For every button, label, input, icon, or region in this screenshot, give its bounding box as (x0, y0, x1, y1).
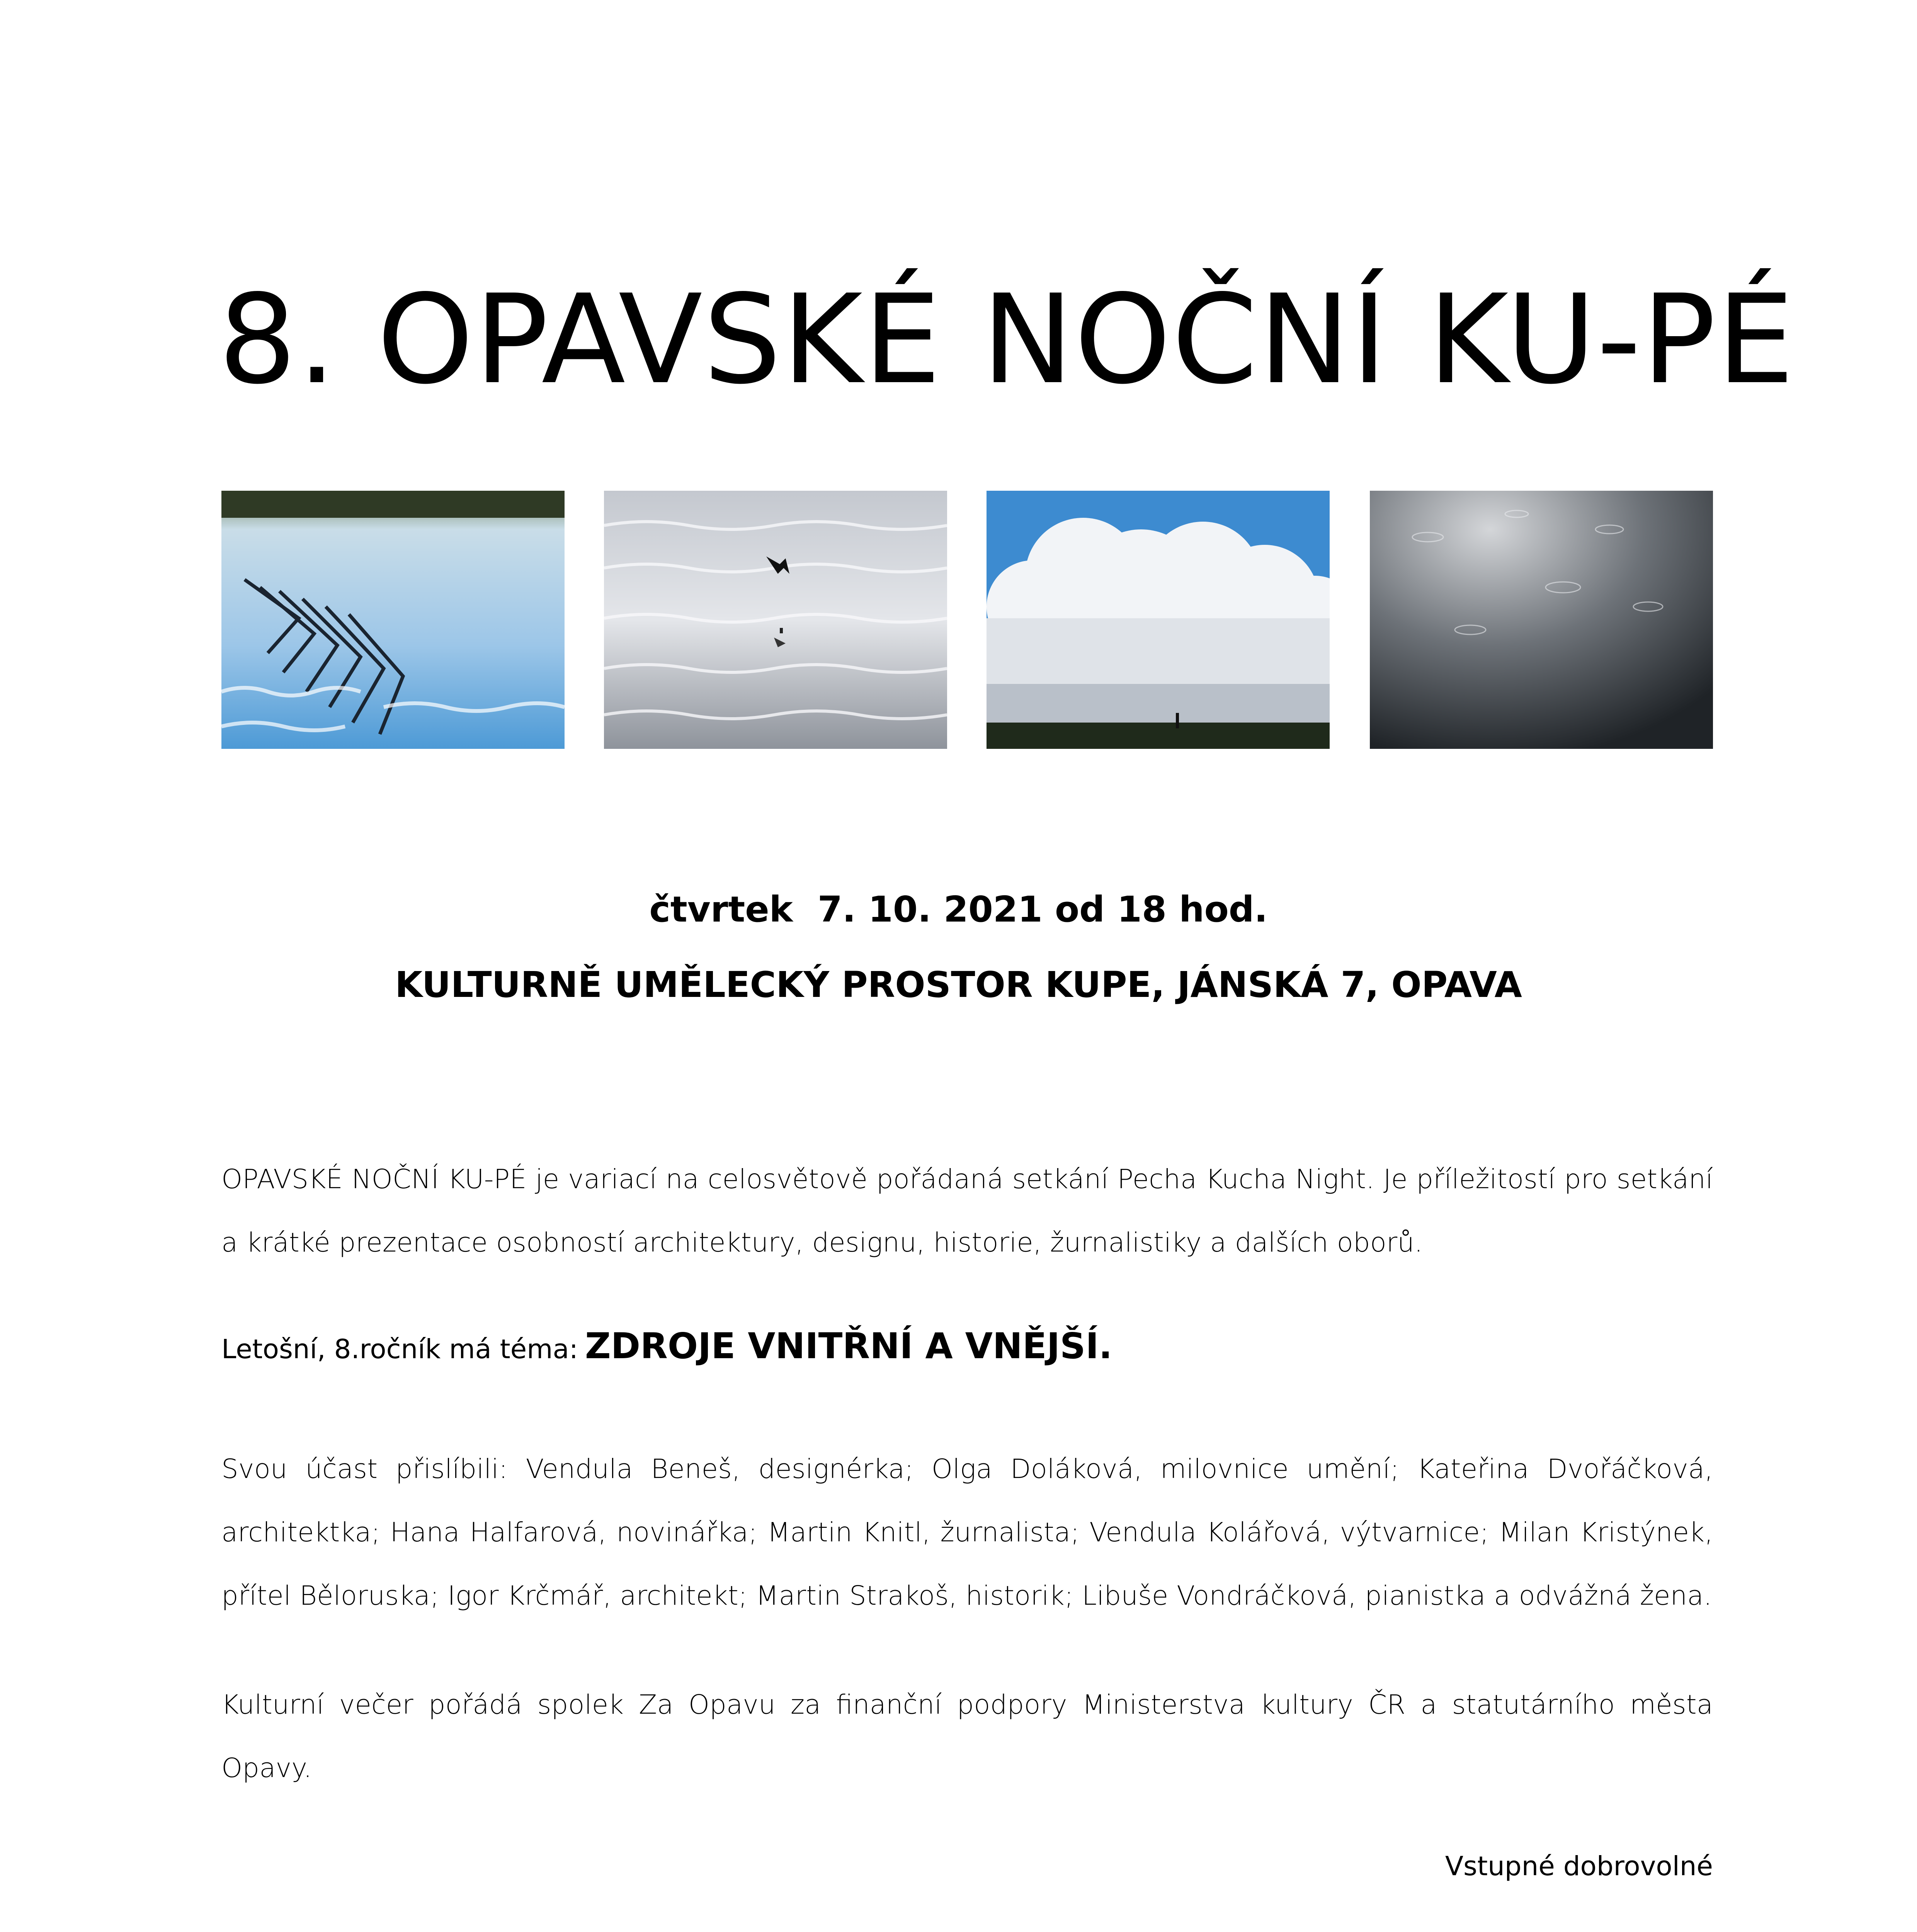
organizer-paragraph: Kulturní večer pořádá spolek Za Opavu za finanční podpory Ministerstva kultury ČR a statutárního města Opavy. (221, 1689, 1713, 1784)
entry-note: Vstupné dobrovolné (1445, 1851, 1713, 1882)
page-title: 8. OPAVSKÉ NOČNÍ KU-PÉ (218, 268, 1795, 411)
theme-line (221, 1325, 1112, 1367)
photo-strip (221, 491, 1713, 749)
bird-over-water-photo (604, 491, 947, 749)
event-date: čtvrtek 7. 10. 2021 od 18 hod. (649, 889, 1268, 930)
event-venue: KULTURNĚ UMĚLECKÝ PROSTOR KUPE, JÁNSKÁ 7, OPAVA (395, 964, 1522, 1005)
participants-paragraph: Svou účast přislíbili: Vendula Beneš, designérka; Olga Doláková, milovnice umění; Kateřina Dvořáčková, architektka; Hana Halfarová, novinářka; Martin Knitl, žurnalista; Vendula Kolářová, výtvarnice; Milan Kristýnek, přítel Běloruska; Igor Krčmář, architekt; Martin Strakoš, historik; Libuše Vondráčková, pianistka a odvážná žena. (221, 1454, 1713, 1611)
reed-reflection-photo (221, 491, 565, 749)
clouds-photo (987, 491, 1330, 749)
theme-prefix: Letošní, 8.ročník má téma: (221, 1334, 578, 1365)
intro-paragraph: OPAVSKÉ NOČNÍ KU-PÉ je variací na celosvětově pořádaná setkání Pecha Kucha Night. Je příležitostí pro setkání a krátké prezentace osobností architektury, designu, historie, žurnalistiky a dalších oborů. (221, 1164, 1713, 1258)
rain-on-water-photo (1370, 491, 1713, 749)
theme-title: ZDROJE VNITŘNÍ A VNĚJŠÍ. (585, 1325, 1112, 1367)
